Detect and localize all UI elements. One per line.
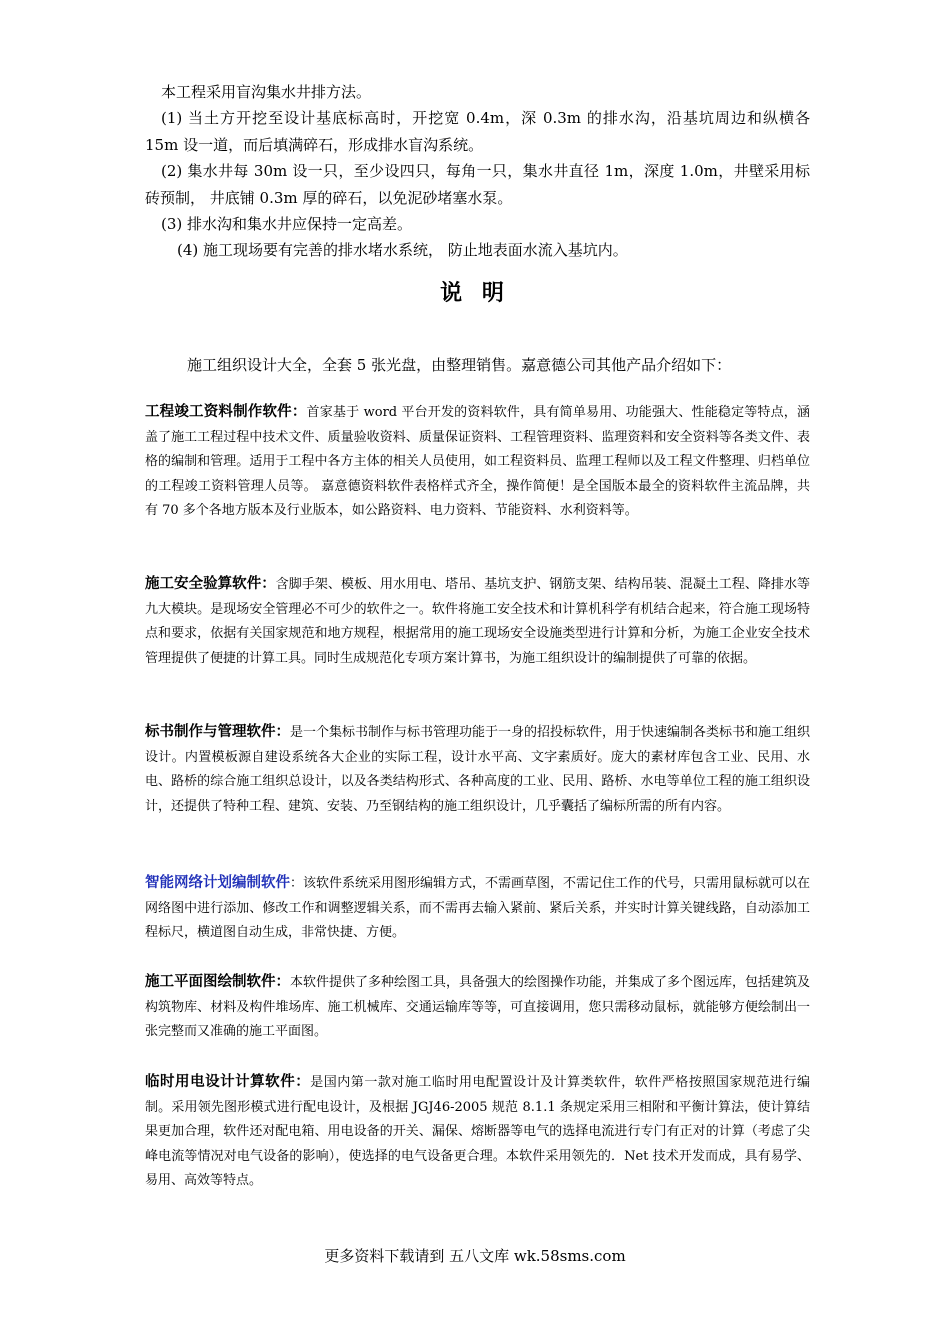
product-heading: 施工平面图绘制软件： [145, 974, 290, 990]
product-heading: 施工安全验算软件： [145, 576, 276, 592]
product-section-3 [145, 720, 810, 819]
footer-download-note: 更多资料下载请到 五八文库 wk.58sms.com [324, 1247, 626, 1265]
product-body: 是一个集标书制作与标书管理功能于一身的招投标软件，用于快速编制各类标书和施工组织设计。内置模板源自建设系统各大企业的实际工程，设计水平高、文字素质好。庞大的素材库包含工业、民用、水电、路桥的综合施工组织总设计，以及各类结构形式、各种高度的工业、民用、路桥、水电等单位工程的施工组织设计，还提供了特种工程、建筑、安装、乃至钢结构的施工组织设计，几乎囊括了编标所需的所有内容。 [145, 725, 811, 814]
product-heading-link[interactable]: 智能网络计划编制软件 [145, 875, 290, 891]
product-section-6 [145, 1070, 810, 1194]
product-section-1 [145, 400, 810, 524]
product-section-4 [145, 871, 810, 946]
intro-item-4: (4) 施工现场要有完善的排水堵水系统， 防止地表面水流入基坑内。 [177, 241, 628, 260]
product-heading: 临时用电设计计算软件： [145, 1074, 311, 1090]
product-section-2 [145, 572, 810, 671]
lead-paragraph: 施工组织设计大全，全套 5 张光盘，由整理销售。嘉意德公司其他产品介绍如下： [187, 356, 732, 374]
product-body: 本软件提供了多种绘图工具，具备强大的绘图操作功能，并集成了多个图远库，包括建筑及构筑物库、材料及构件堆场库、施工机械库、交通运输库等等，可直接调用，您只需移动鼠标，就能够方便绘制出一张完整而又准确的施工平面图。 [145, 975, 811, 1039]
product-section-5 [145, 970, 810, 1045]
product-heading: 标书制作与管理软件： [145, 724, 290, 740]
product-body: 是国内第一款对施工临时用电配置设计及计算类软件，软件严格按照国家规范进行编制。采用领先图形模式进行配电设计，及根据 JGJ46-2005 规范 8.1.1 条规定采用三相附和平衡计算法，使计算结果更加合理，软件还对配电箱、用电设备的开关、漏保、熔断器等电气的选择电流进行专门有正对的计算（考虑了尖峰电流等情况对电气设备的影响），使选择的电气设备更合理。本软件采用领先的．Net 技术开发而成，具有易学、易用、高效等特点。 [145, 1075, 810, 1188]
intro-item-3: (3) 排水沟和集水井应保持一定高差。 [161, 215, 413, 234]
section-title: 说 明 [440, 281, 510, 306]
intro-item-1: (1) 当土方开挖至设计基底标高时，开挖宽 0.4m，深 0.3m 的排水沟，沿基坑周边和纵横各 15m 设一道，而后填满碎石，形成排水盲沟系统。 [145, 109, 810, 154]
intro-line: 本工程采用盲沟集水井排方法。 [161, 83, 372, 101]
product-body: 首家基于 word 平台开发的资料软件，具有简单易用、功能强大、性能稳定等特点，涵盖了施工工程过程中技术文件、质量验收资料、质量保证资料、工程管理资料、监理资料和安全资料等各类文件、表格的编制和管理。适用于工程中各方主体的相关人员使用，如工程资料员、监理工程师以及工程文件整理、归档单位的工程竣工资料管理人员等。 嘉意德资料软件表格样式齐全，操作简便！是全国版本最全的资料软件主流品牌，共有 70 多个各地方版本及行业版本，如公路资料、电力资料、节能资料、水利资料等。 [145, 405, 810, 518]
product-body: ：该软件系统采用图形编辑方式，不需画草图，不需记住工作的代号，只需用鼠标就可以在网络图中进行添加、修改工作和调整逻辑关系，而不需再去输入紧前、紧后关系，并实时计算关键线路，自动添加工程标尺，横道图自动生成，非常快捷、方便。 [145, 876, 811, 940]
product-body: 含脚手架、模板、用水用电、塔吊、基坑支护、钢筋支架、结构吊装、混凝土工程、降排水等九大模块。是现场安全管理必不可少的软件之一。软件将施工安全技术和计算机科学有机结合起来，符合施工现场特点和要求，依据有关国家规范和地方规程，根据常用的施工现场安全设施类型进行计算和分析，为施工企业安全技术管理提供了便捷的计算工具。同时生成规范化专项方案计算书，为施工组织设计的编制提供了可靠的依据。 [145, 577, 810, 666]
product-heading: 工程竣工资料制作软件： [145, 404, 307, 420]
intro-item-2: (2) 集水井每 30m 设一只，至少设四只，每角一只，集水井直径 1m，深度 1.0m，井壁采用标砖预制， 井底铺 0.3m 厚的碎石，以免泥砂堵塞水泵。 [145, 162, 810, 207]
drainage-method-block [145, 79, 810, 264]
